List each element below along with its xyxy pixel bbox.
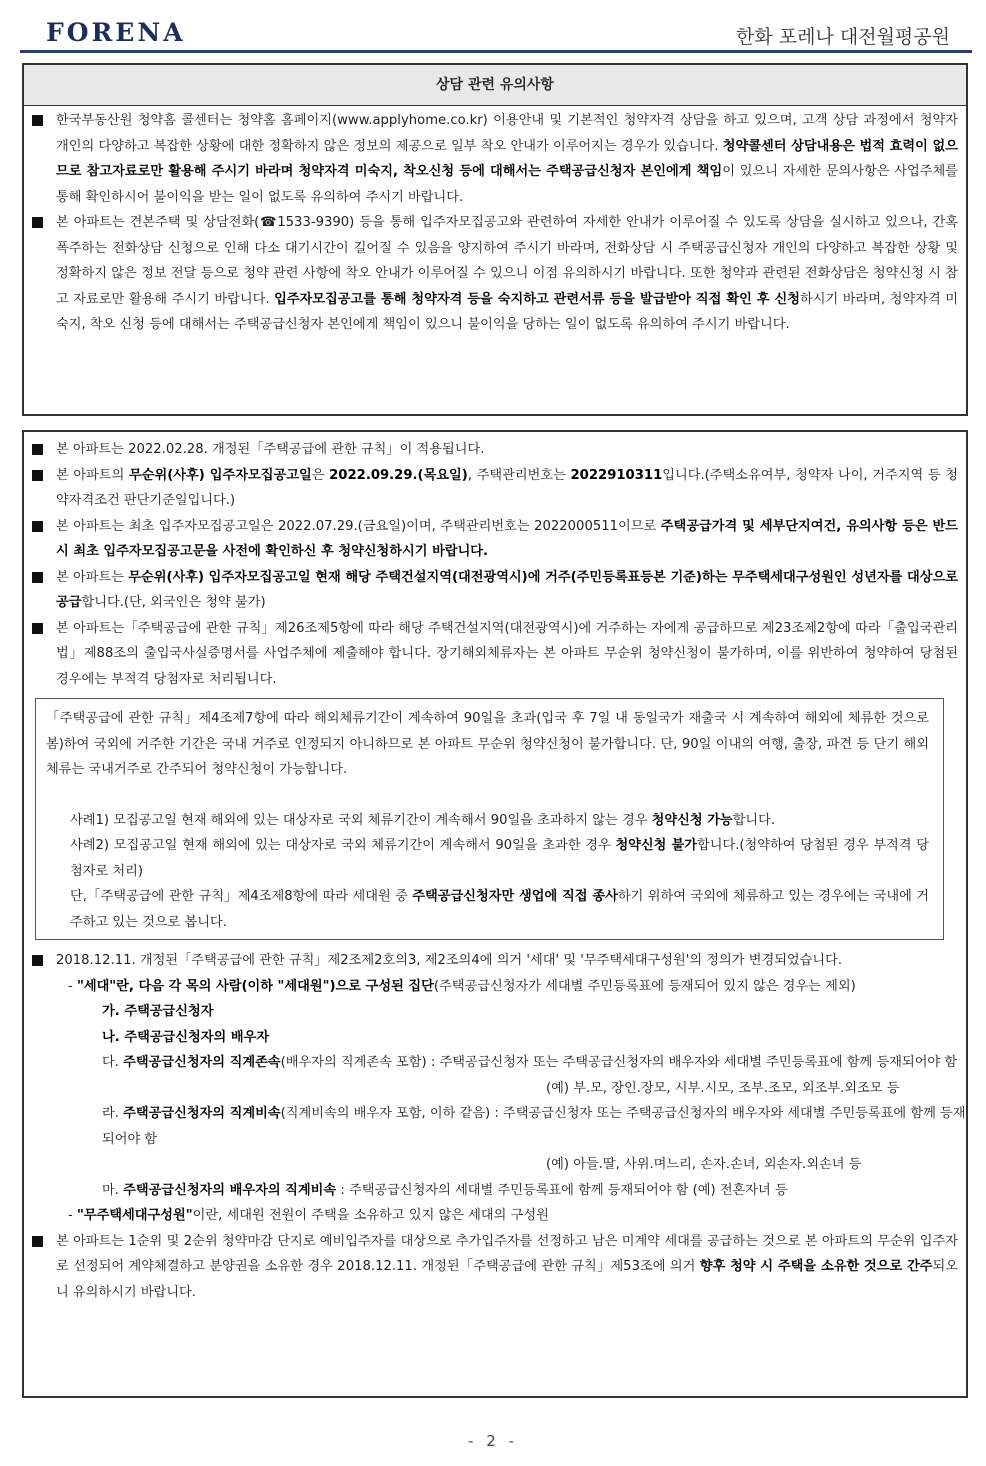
supply-rules-box [22,430,968,1398]
household-definition-item: 2018.12.11. 개정된「주택공급에 관한 규칙」제2조제2호의3, 제2조의4에 의거 '세대' 및 '무주택세대구성원'의 정의가 변경되었습니다. [24,948,966,974]
rule-item-2: 본 아파트의 무순위(사후) 입주자모집공고일은 2022.09.29.(목요일), 주택관리번호는 2022910311입니다.(주택소유여부, 청약자 나이, 거주지역 등 청약자격조건 판단기준일입니다.) [24,463,966,514]
member-da-example: (예) 부.모, 장인.장모, 시부.시모, 조부.조모, 외조부.외조모 등 [546,1080,900,1096]
square-bullet-icon [32,955,43,966]
member-ma: 마. 주택공급신청자의 배우자의 직계비속 : 주택공급신청자의 세대별 주민등록표에 함께 등재되어야 함 (예) 전혼자녀 등 [102,1182,788,1198]
notice-item-1: 한국부동산원 청약홈 콜센터는 청약홈 홈페이지(www.applyhome.co.kr) 이용안내 및 기본적인 청약자격 상담을 하고 있으며, 고객 상담 과정에서 청약자 개인의 다양하고 복잡한 상황에 대한 정확하지 않은 정보의 제공으로 일부 착오 안내가 이루어지는 경우가 있습니다. 청약콜센터 상담내용은 법적 효력이 없으므로 참고자료로만 활용해 주시기 바라며 청약자격 미숙지, 착오신청 등에 대해서는 주택공급신청자 본인에게 책임이 있으니 자세한 문의사항은 사업주체를 통해 확인하시어 불이익을 받는 일이 없도록 유의하여 주시기 바랍니다. [24,108,966,210]
member-da: 다. 주택공급신청자의 직계존속(배우자의 직계존속 포함) : 주택공급신청자 또는 주택공급신청자의 배우자와 세대별 주민등록표에 함께 등재되어야 함 [102,1055,958,1070]
household-definitions [24,974,966,1229]
rule-item-4: 본 아파트는 무순위(사후) 입주자모집공고일 현재 해당 주택건설지역(대전광역시)에 거주(주민등록표등본 기준)하는 무주택세대구성원인 성년자를 대상으로 공급합니다.(단, 외국인은 청약 불가) [24,565,966,616]
square-bullet-icon [32,623,43,634]
household-def: - "세대"란, 다음 각 목의 사람(이하 "세대원")으로 구성된 집단(주택공급신청자가 세대별 주민등록표에 등재되어 있지 않은 경우는 제외) [68,978,856,994]
notice-item-2: 본 아파트는 견본주택 및 상담전화(☎1533-9390) 등을 통해 입주자모집공고와 관련하여 자세한 안내가 이루어질 수 있도록 상담을 실시하고 있으나, 간혹 폭주하는 전화상담 신청으로 인해 다소 대기시간이 길어질 수 있음을 양지하여 주시기 바라며, 전화상담 시 주택공급신청자 개인의 다양하고 복잡한 상황 및 정확하지 않은 정보 전달 등으로 청약 관련 사항에 착오 안내가 이루어질 수 있으니 이점 유의하시기 바랍니다. 또한 청약과 관련된 전화상담은 청약신청 시 참고 자료로만 활용해 주시기 바랍니다. 입주자모집공고를 통해 청약자격 등을 숙지하고 관련서류 등을 발급받아 직접 확인 후 신청하시기 바라며, 청약자격 미숙지, 착오 신청 등에 대해서는 주택공급신청자 본인에게 책임이 있으니 불이익을 당하는 일이 없도록 유의하여 주시기 바랍니다. [24,210,966,338]
overseas-intro: 「주택공급에 관한 규칙」제4조제7항에 따라 해외체류기간이 계속하여 90일을 초과(입국 후 7일 내 동일국가 재출국 시 계속하여 해외에 체류한 것으로 봄)하여 국외에 거주한 기간은 국내 거주로 인정되지 아니하므로 본 아파트 무순위 청약신청이 불가합니다. 단, 90일 이내의 여행, 출장, 파견 등 단기 해외체류는 국내거주로 간주되어 청약신청이 가능합니다. [46,711,929,777]
member-na: 나. 주택공급신청자의 배우자 [102,1029,270,1045]
consultation-notice-content [24,106,966,338]
supply-rules-content [24,432,966,1305]
square-bullet-icon [32,444,43,455]
site-name: 한화 포레나 대전월평공원 [736,26,950,48]
consultation-notice-box [22,63,968,416]
rule-item-3: 본 아파트는 최초 입주자모집공고일은 2022.07.29.(금요일)이며, 주택관리번호는 2022000511이므로 주택공급가격 및 세부단지여건, 유의사항 등은 반드시 최초 입주자모집공고문을 사전에 확인하신 후 청약신청하시기 바랍니다. [24,514,966,565]
overseas-case-2: 사례2) 모집공고일 현재 해외에 있는 대상자로 국외 체류기간이 계속해서 90일을 초과한 경우 청약신청 불가합니다.(청약하여 당첨된 경우 부적격 당첨자로 처리) [70,838,929,879]
square-bullet-icon [32,470,43,481]
no-house-member-def: - "무주택세대구성원"이란, 세대원 전원이 주택을 소유하고 있지 않은 세대의 구성원 [68,1208,549,1223]
member-ga: 가. 주택공급신청자 [102,1004,214,1019]
overseas-stay-box [35,698,944,940]
member-ra-example: (예) 아들.딸, 사위.며느리, 손자.손녀, 외손자.외손녀 등 [546,1157,862,1172]
square-bullet-icon [32,1236,43,1247]
page-number: - 2 - [468,1432,518,1450]
rule-item-1: 본 아파트는 2022.02.28. 개정된「주택공급에 관한 규칙」이 적용됩니다. [24,437,966,463]
member-ra: 라. 주택공급신청자의 직계비속(직계비속의 배우자 포함, 이하 같음) : 주택공급신청자 또는 주택공급신청자의 배우자와 세대별 주민등록표에 함께 등재되어야 함 [102,1106,966,1147]
page-header [0,0,986,56]
square-bullet-icon [32,521,43,532]
overseas-case-1: 사례1) 모집공고일 현재 해외에 있는 대상자로 국외 체류기간이 계속해서 90일을 초과하지 않는 경우 청약신청 가능합니다. [70,812,776,828]
square-bullet-icon [32,115,43,126]
forena-logo: FORENA [46,18,186,47]
house-ownership-item: 본 아파트는 1순위 및 2순위 청약마감 단지로 예비입주자를 대상으로 추가입주자를 선정하고 남은 미계약 세대를 공급하는 것으로 본 아파트의 무순위 입주자로 선정되어 계약체결하고 분양권을 소유한 경우 2018.12.11. 개정된「주택공급에 관한 규칙」제53조에 의거 향후 청약 시 주택을 소유한 것으로 간주되오니 유의하시기 바랍니다. [24,1229,966,1306]
rule-item-5: 본 아파트는「주택공급에 관한 규칙」제26조제5항에 따라 해당 주택건설지역(대전광역시)에 거주하는 자에게 공급하므로 제23조제2항에 따라「출입국관리법」제88조의 출입국사실증명서를 사업주체에 제출해야 합니다. 장기해외체류자는 본 아파트 무순위 청약신청이 불가하며, 이를 위반하여 청약하여 당첨된 경우에는 부적격 당첨자로 처리됩니다. [24,616,966,693]
square-bullet-icon [32,572,43,583]
household-member-list [58,999,966,1203]
square-bullet-icon [32,217,43,228]
consultation-notice-title: 상담 관련 유의사항 [24,65,966,106]
header-rule [20,50,972,53]
overseas-exception-note: 단,「주택공급에 관한 규칙」제4조제8항에 따라 세대원 중 주택공급신청자만 생업에 직접 종사하기 위하여 국외에 체류하고 있는 경우에는 국내에 거주하고 있는 것으로 봅니다. [70,889,930,930]
